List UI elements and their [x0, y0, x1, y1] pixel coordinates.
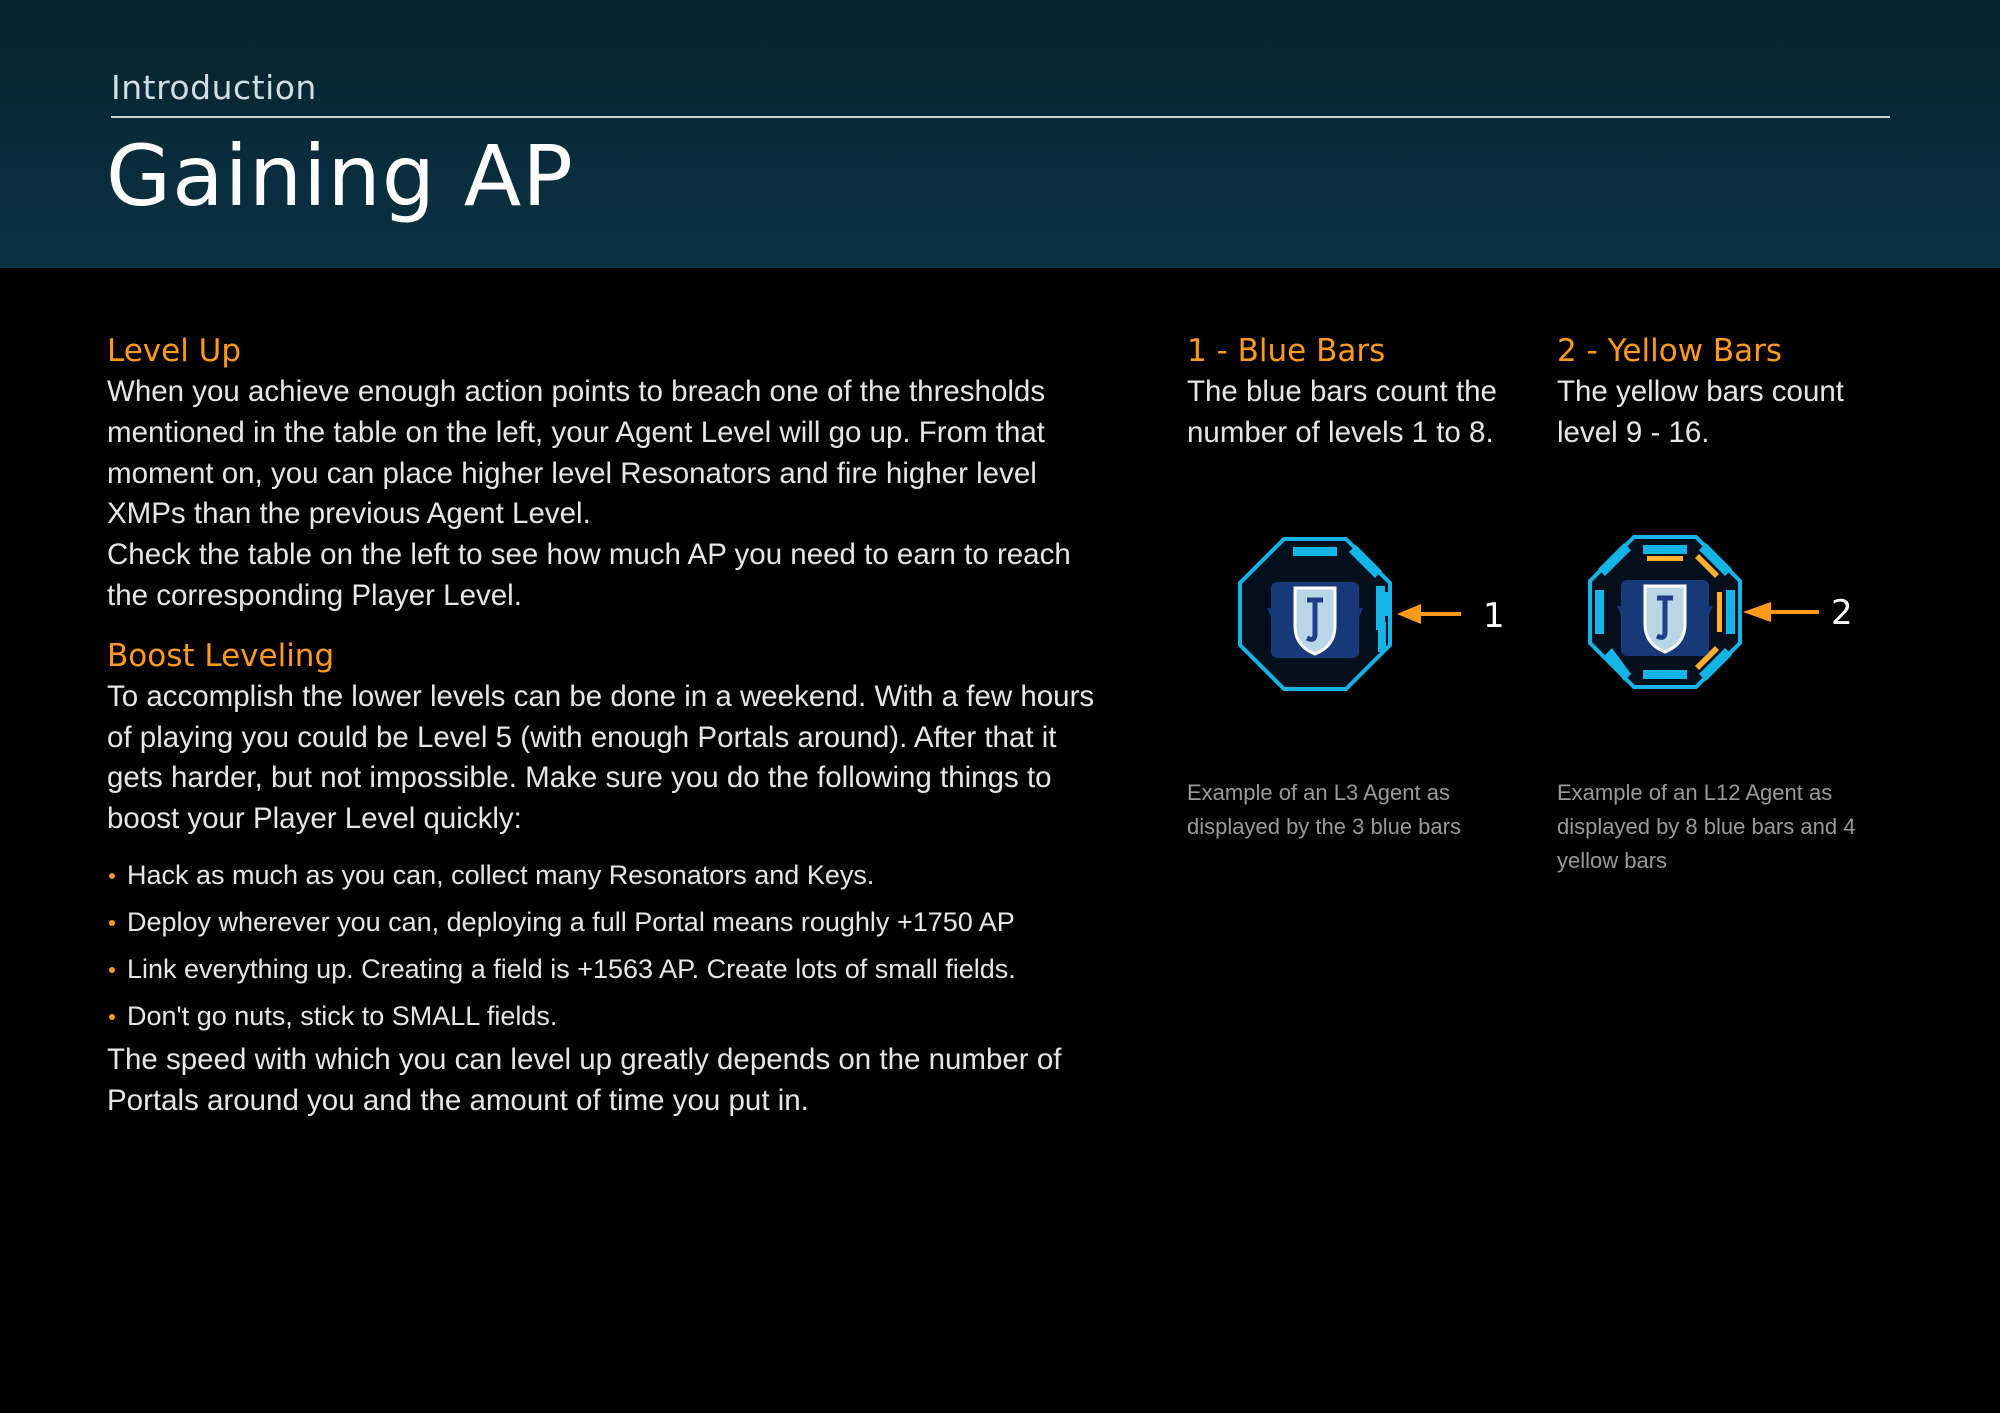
- list-item: Don't go nuts, stick to SMALL fields.: [107, 993, 1107, 1040]
- blue-bars-caption: Example of an L3 Agent as displayed by the 3 blue bars: [1187, 780, 1461, 839]
- boost-tips-list: [107, 852, 1107, 1040]
- list-item: Link everything up. Creating a field is +1563 AP. Create lots of small fields.: [107, 946, 1107, 993]
- bullet-icon: [109, 873, 115, 879]
- bullet-icon: [109, 920, 115, 926]
- callout-number-2: 2: [1831, 593, 1853, 633]
- level-up-heading: Level Up: [107, 333, 242, 369]
- level-up-table-note: Check the table on the left to see how much AP you need to earn to reach the corresponding Player Level.: [107, 538, 1071, 612]
- boost-closing: The speed with which you can level up greatly depends on the number of Portals around you and the amount of time you put in.: [107, 1042, 1062, 1117]
- blue-bars-text: The blue bars count the number of levels 1 to 8.: [1187, 375, 1497, 449]
- yellow-bars-column: [1557, 330, 1902, 454]
- boost-intro: To accomplish the lower levels can be done in a weekend. With a few hours of playing you could be Level 5 (with enough Portals around). After that it gets harder, but not impossible. Make sure you do the following things to boost your Player Level quickly:: [107, 679, 1095, 836]
- callout-number-1: 1: [1483, 596, 1505, 636]
- page-header: [0, 0, 2000, 268]
- main-column: [107, 330, 1107, 1122]
- bullet-icon: [109, 1014, 115, 1020]
- blue-bars-column: [1187, 330, 1517, 454]
- yellow-bars-text: The yellow bars count level 9 - 16.: [1557, 375, 1844, 449]
- blue-bars-heading: 1 - Blue Bars: [1187, 333, 1386, 369]
- page-title: Gaining AP: [106, 127, 574, 225]
- yellow-bars-caption: Example of an L12 Agent as displayed by 8 blue bars and 4 yellow bars: [1557, 780, 1856, 873]
- yellow-bars-heading: 2 - Yellow Bars: [1557, 333, 1783, 369]
- l12-agent-badge-icon: [1575, 528, 1865, 708]
- bullet-icon: [109, 967, 115, 973]
- boost-leveling-heading: Boost Leveling: [107, 637, 335, 674]
- list-item: Hack as much as you can, collect many Resonators and Keys.: [107, 852, 1107, 899]
- l3-agent-badge-icon: [1225, 530, 1515, 710]
- breadcrumb: Introduction: [111, 68, 317, 107]
- list-item: Deploy wherever you can, deploying a full Portal means roughly +1750 AP: [107, 899, 1107, 946]
- level-up-paragraph: When you achieve enough action points to breach one of the thresholds mentioned in the table on the left, your Agent Level will go up. From that moment on, you can place higher level Resonators and fire higher level XMPs than the previous Agent Level.: [107, 375, 1046, 531]
- header-divider: [111, 116, 1890, 118]
